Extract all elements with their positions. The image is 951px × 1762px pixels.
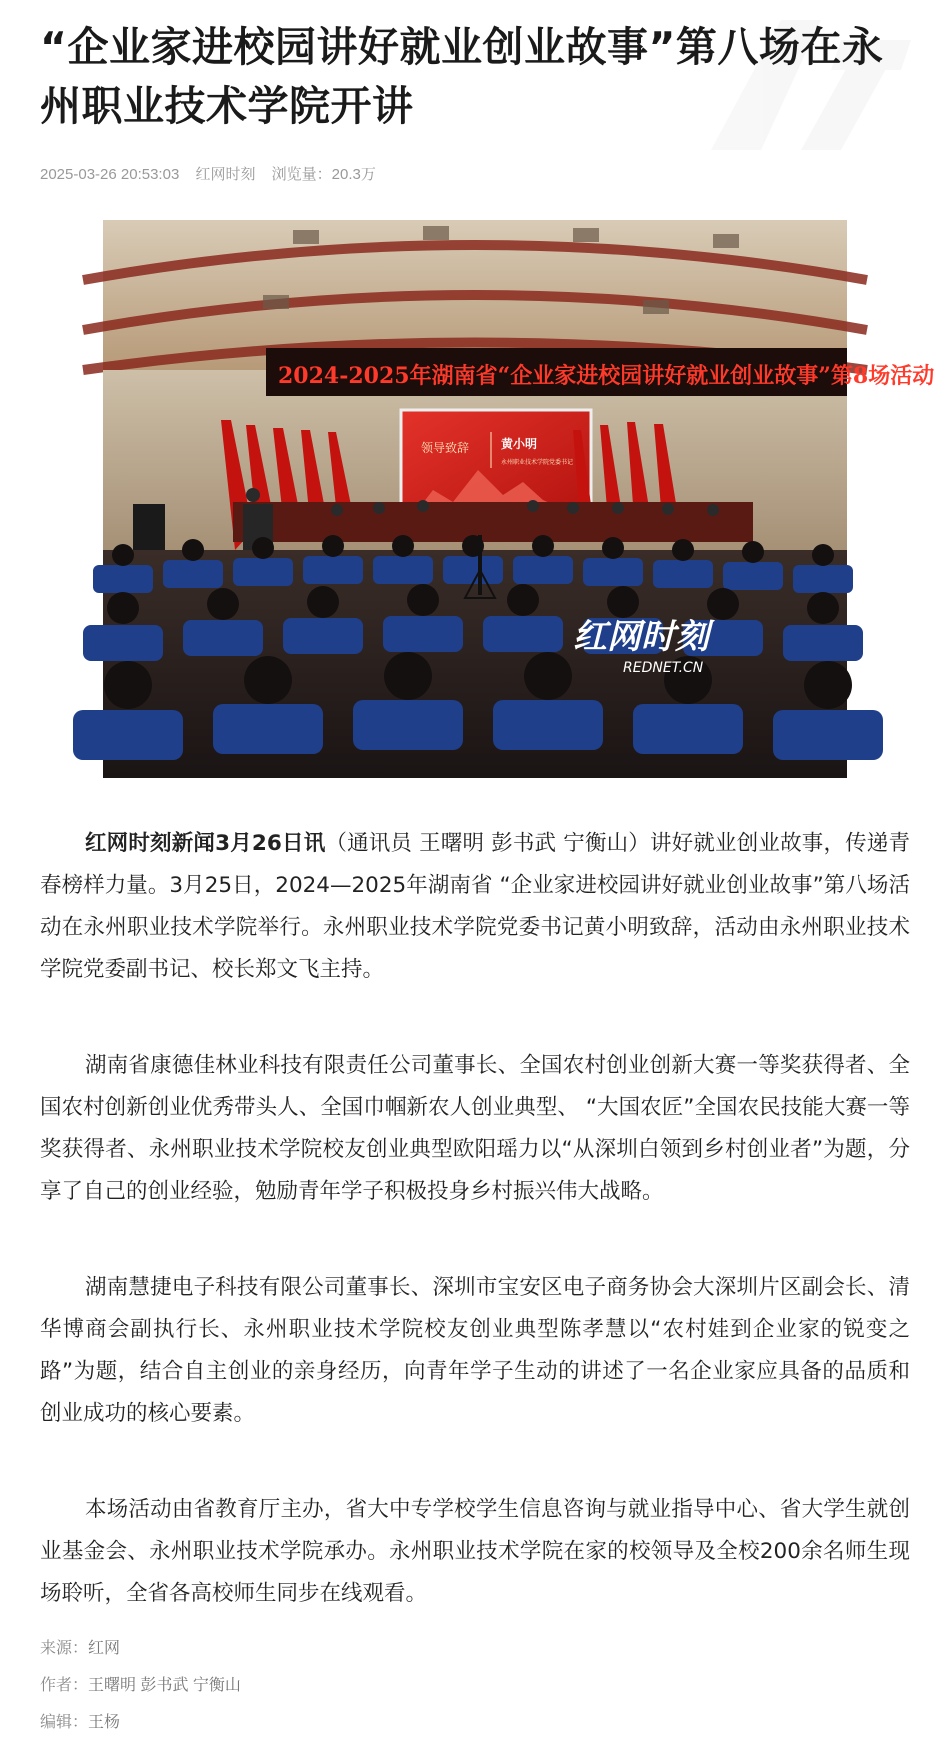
footer-editor-value: 王杨	[88, 1714, 121, 1731]
rednet-photo-watermark: 红网时刻	[573, 617, 709, 657]
screen-text-left: 领导致辞	[421, 441, 470, 455]
article-photo[interactable]	[103, 220, 935, 778]
screen-text-name: 黄小明	[501, 437, 538, 451]
article-title: “企业家进校园讲好就业创业故事”第八场在永州职业技术学院开讲	[40, 23, 884, 130]
paragraph-2: 湖南省康德佳林业科技有限责任公司董事长、全国农村创业创新大赛一等奖获得者、全国农村创新创业优秀带头人、全国巾帼新农人创业典型、 “大国农匠”全国农民技能大赛一等奖获得者、永州职业技术学院校友创业典型欧阳瑶力以“从深圳白领到乡村创业者”为题，分享了自己的创业经验，勉励青年学子积极投身乡村振兴伟大战略。	[40, 1053, 910, 1204]
article-footer	[40, 1630, 241, 1741]
footer-editor-label: 编辑：	[40, 1714, 89, 1731]
screen-text-small: 永州职业技术学院党委书记	[501, 459, 574, 466]
source-name[interactable]: 红网时刻	[195, 166, 256, 183]
footer-source-row	[40, 1630, 241, 1667]
auditorium-photo	[103, 220, 935, 778]
article-body	[40, 823, 910, 1669]
rednet-photo-domain: REDNET.CN	[623, 660, 704, 676]
footer-editor-row	[40, 1704, 241, 1741]
footer-source-value: 红网	[88, 1640, 121, 1657]
paragraph-4: 本场活动由省教育厅主办，省大中专学校学生信息咨询与就业指导中心、省大学生就创业基金会、永州职业技术学院承办。永州职业技术学院在家的校领导及全校200余名师生现场聆听，全省各高校师生同步在线观看。	[40, 1497, 910, 1606]
paragraph-lead: 红网时刻新闻3月26日讯	[85, 831, 326, 856]
footer-author-row	[40, 1667, 241, 1704]
paragraph-text: （通讯员 王曙明 彭书武 宁衡山）讲好就业创业故事，传递青春榜样力量。3月25日，2024—2025年湖南省 “企业家进校园讲好就业创业故事”第八场活动在永州职业技术学院举行。永州职业技术学院党委书记黄小明致辞，活动由永州职业技术学院党委副书记、校长郑文飞主持。	[40, 831, 910, 982]
led-banner-text: 2024-2025年湖南省“企业家进校园讲好就业创业故事”第8场活动	[278, 363, 935, 389]
views-count: 20.3万	[331, 166, 376, 183]
footer-author-value: 王曙明 彭书武 宁衡山	[88, 1677, 241, 1694]
footer-author-label: 作者：	[40, 1677, 89, 1694]
article-meta	[40, 163, 388, 184]
paragraph-3: 湖南慧捷电子科技有限公司董事长、深圳市宝安区电子商务协会大深圳片区副会长、清华博商会副执行长、永州职业技术学院校友创业典型陈孝慧以“农村娃到企业家的锐变之路”为题，结合自主创业的亲身经历，向青年学子生动的讲述了一名企业家应具备的品质和创业成功的核心要素。	[40, 1275, 910, 1426]
views-label: 浏览量：	[271, 166, 332, 183]
paragraph-1	[40, 823, 910, 991]
footer-source-label: 来源：	[40, 1640, 89, 1657]
publish-datetime: 2025-03-26 20:53:03	[40, 166, 180, 183]
